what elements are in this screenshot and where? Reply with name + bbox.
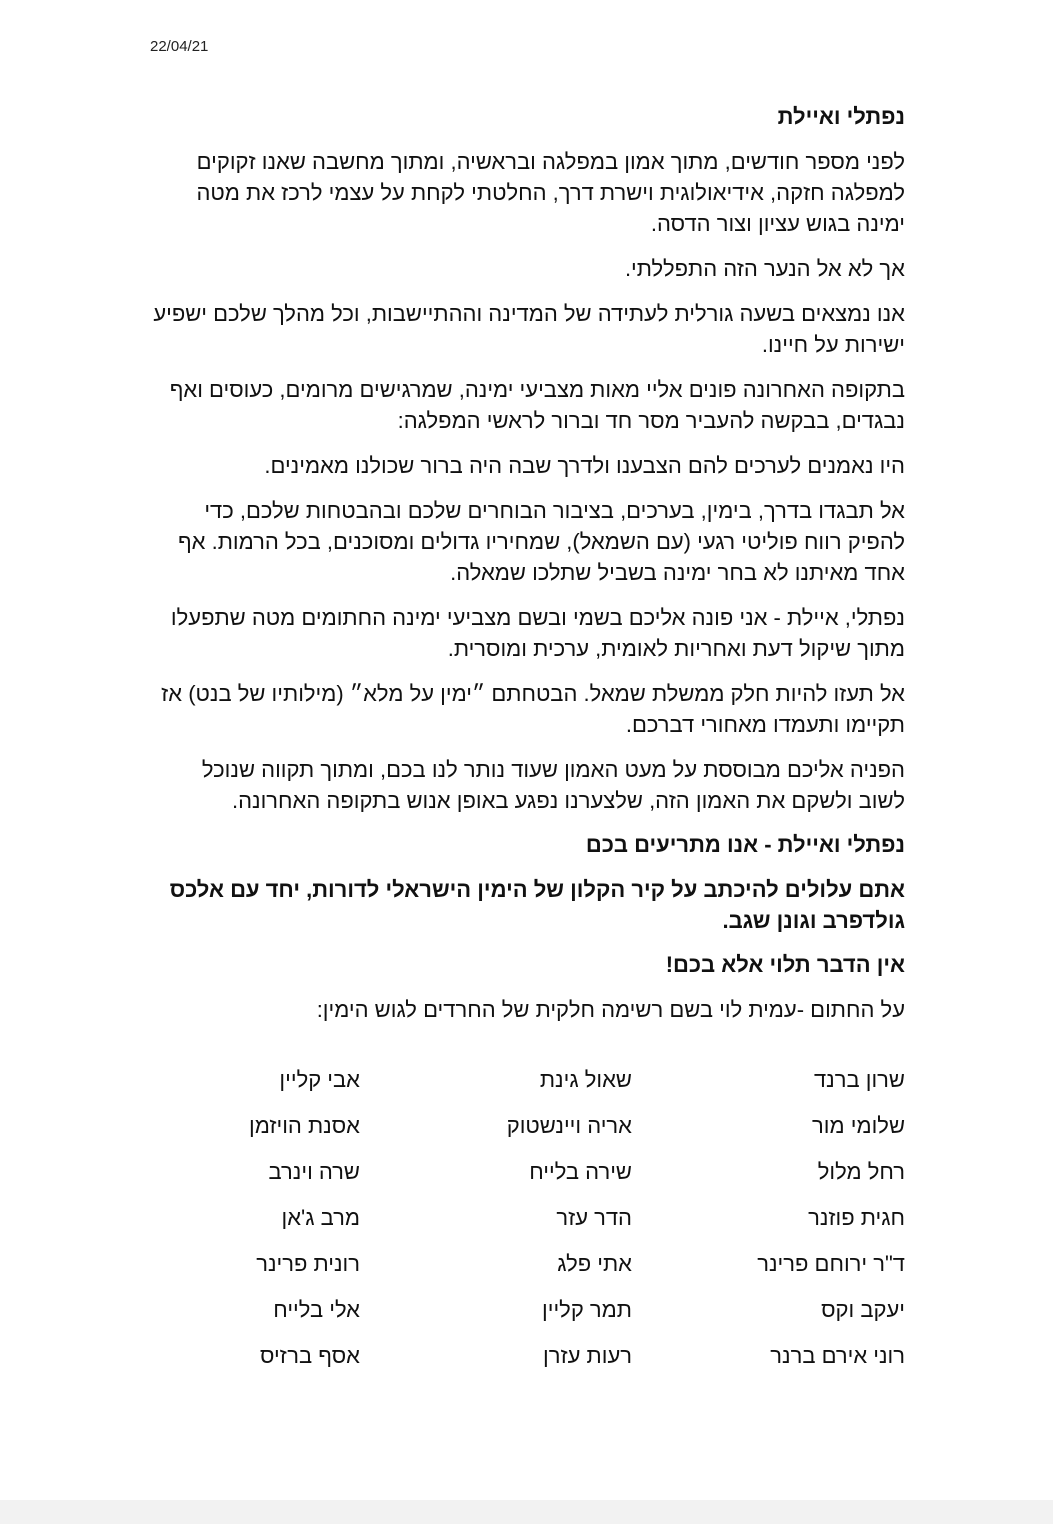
signer-name: רונית פרינר <box>256 1251 360 1276</box>
paragraph-9: הפניה אליכם מבוססת על מעט האמון שעוד נותר לנו בכם, ומתוך תקווה שנוכל לשוב ולשקם את האמון הזה, שלצערנו נפגע באופן אנוש בתקופה האחרונה. <box>201 757 905 813</box>
signer-name: אסנת הויזמן <box>249 1113 360 1138</box>
signer-name: מרב ג'אן <box>281 1205 360 1230</box>
signer-name: חגית פוזנר <box>808 1205 905 1230</box>
signer-name: אבי קליין <box>279 1067 360 1092</box>
signer-name: ד"ר ירוחם פרינר <box>757 1251 905 1276</box>
paragraph-7: נפתלי, איילת - אני פונה אליכם בשמי ובשם מצביעי ימינה החתומים מטה שתפעלו מתוך שיקול דעת ואחריות לאומית, ערכית ומוסרית. <box>170 605 905 661</box>
signer-name: רוני אירם ברנר <box>770 1343 905 1368</box>
letter-body <box>150 102 905 1039</box>
signer-name: שאול גינת <box>539 1067 632 1092</box>
document-date: 22/04/21 <box>150 38 209 55</box>
signer-row <box>150 1152 905 1198</box>
closing-statement: אין הדבר תלוי אלא בכם! <box>665 952 905 977</box>
letter-greeting: נפתלי ואיילת <box>777 104 905 129</box>
paragraph-3: אנו נמצאים בשעה גורלית לעתידה של המדינה וההתיישבות, וכל מהלך שלכם ישפיע ישירות על חיינו. <box>153 301 905 357</box>
signer-name: שרון ברנד <box>813 1067 905 1092</box>
signer-name: תמר קליין <box>542 1297 632 1322</box>
threat-statement: אתם עלולים להיכתב על קיר הקלון של הימין הישראלי לדורות, יחד עם אלכס גולדפרב וגונן שגב. <box>169 877 905 933</box>
signer-name: רעות עזרן <box>543 1343 632 1368</box>
signer-name: הדר עזר <box>556 1205 632 1230</box>
paragraph-4: בתקופה האחרונה פונים אליי מאות מצביעי ימינה, שמרגישים מרומים, כעוסים ואף נבגדים, בבקשה להעביר מסר חד וברור לראשי המפלגה: <box>169 377 905 433</box>
paragraph-1: לפני מספר חודשים, מתוך אמון במפלגה ובראשיה, ומתוך מחשבה שאנו זקוקים למפלגה חזקה, אידיאולוגית וישרת דרך, החלטתי לקחת על עצמי לרכז את מטה ימינה בגוש עציון וצור הדסה. <box>196 149 905 236</box>
signer-row <box>150 1106 905 1152</box>
warning-heading: נפתלי ואיילת - אנו מתריעים בכם <box>585 832 905 857</box>
paragraph-2: אך לא אל הנער הזה התפללתי. <box>624 256 905 281</box>
signer-name: שלומי מור <box>812 1113 905 1138</box>
paragraph-6: אל תבגדו בדרך, בימין, בערכים, בציבור הבוחרים שלכם ובהבטחות שלכם, כדי להפיק רווח פוליטי רגעי (עם השמאל), שמחיריו גדולים ומסוכנים, בכל הרמות. אף אחד מאיתנו לא בחר ימינה בשביל שתלכו שמאלה. <box>177 498 905 585</box>
signer-name: אריה ויינשטוק <box>506 1113 632 1138</box>
signer-row <box>150 1244 905 1290</box>
signer-name: אתי פלג <box>557 1251 632 1276</box>
signer-name: יעקב וקס <box>821 1297 905 1322</box>
page-bottom-edge <box>0 1500 1053 1524</box>
signer-name: שרה וינרב <box>268 1159 360 1184</box>
signer-row <box>150 1060 905 1106</box>
signers-list <box>150 1060 905 1382</box>
signoff-line: על החתום -עמית לוי בשם רשימה חלקית של החרדים לגוש הימין: <box>316 997 905 1022</box>
paragraph-5: היו נאמנים לערכים להם הצבענו ולדרך שבה היה ברור שכולנו מאמינים. <box>264 453 905 478</box>
signer-name: אלי בלייח <box>273 1297 360 1322</box>
signer-row <box>150 1198 905 1244</box>
signer-name: אסף ברזיס <box>259 1343 360 1368</box>
signer-name: רחל מלול <box>817 1159 905 1184</box>
signer-row <box>150 1290 905 1336</box>
paragraph-8: אל תעזו להיות חלק ממשלת שמאל. הבטחתם ״ימין על מלא״ (מילותיו של בנט) אז תקיימו ותעמדו מאחורי דברכם. <box>161 681 905 737</box>
signer-row <box>150 1336 905 1382</box>
signer-name: שירה בלייח <box>529 1159 632 1184</box>
